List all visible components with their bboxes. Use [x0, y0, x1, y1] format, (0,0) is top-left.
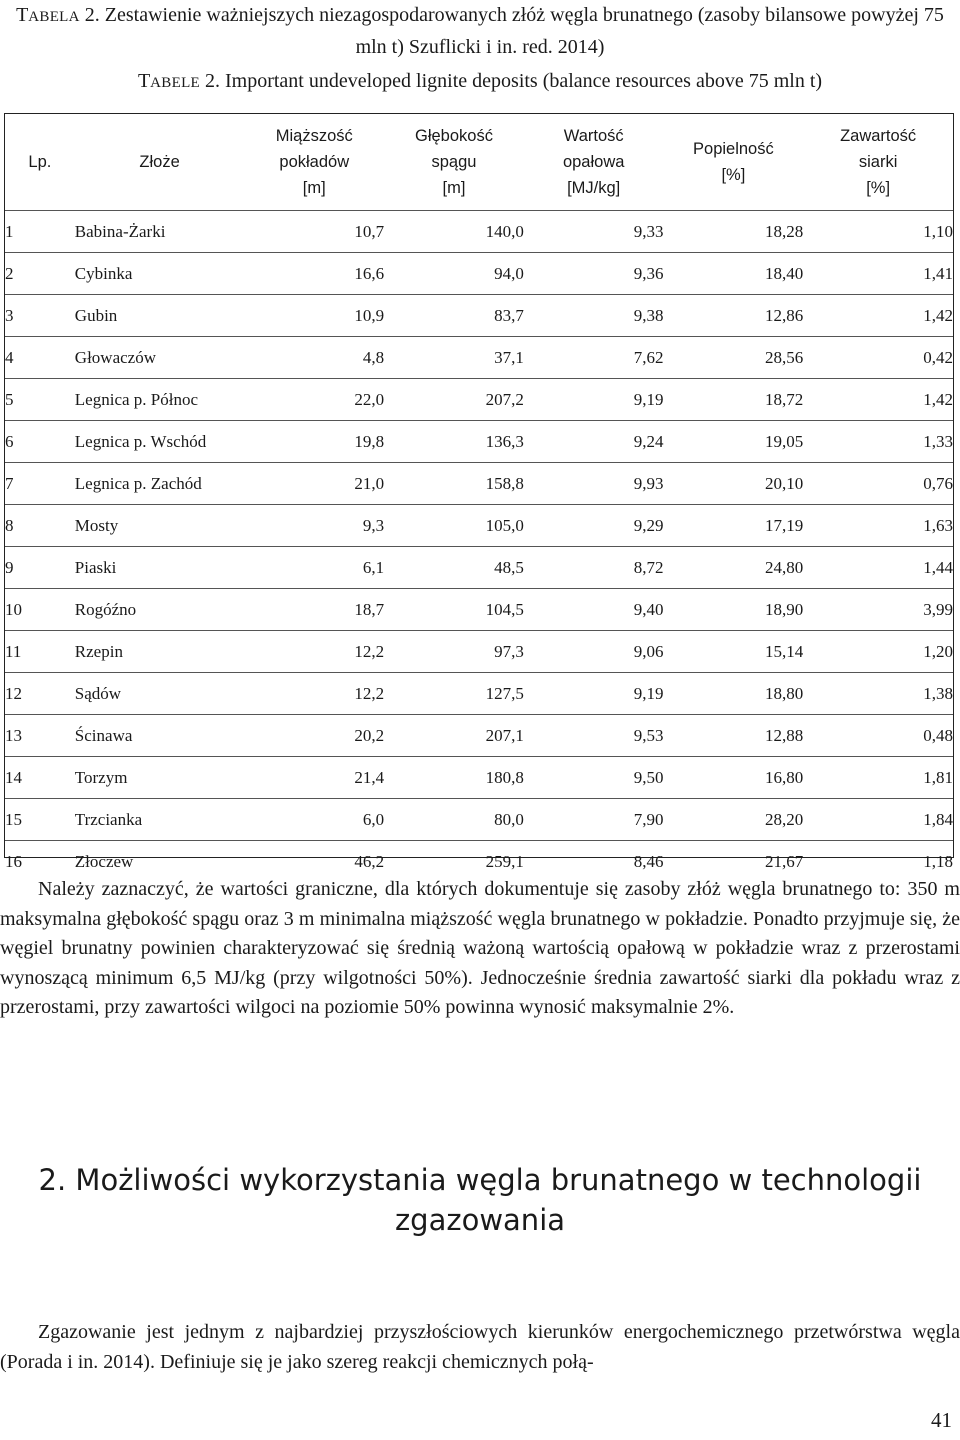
cell-floor-depth: 158,8 — [384, 463, 524, 505]
caption-text: Important undeveloped lignite deposits (balance resources above 75 mln t) — [220, 70, 823, 92]
table-row — [5, 211, 953, 253]
header-line: Popielność — [693, 140, 774, 158]
table-row — [5, 799, 953, 841]
section-heading: 2. Możliwości wykorzystania węgla brunatnego w technologii zgazowania — [38, 1163, 922, 1237]
cell-floor-depth: 97,3 — [384, 631, 524, 673]
header-ash-content — [664, 114, 804, 211]
cell-ash-content: 12,86 — [664, 295, 804, 337]
body-paragraph-limits: Należy zaznaczyć, że wartości graniczne, dla których dokumentuje się zasoby złóż węgla brunatnego to: 350 m maksymalna głębokość spągu oraz 3 m minimalna miąższość węgla brunatnego w pokładzie. Ponadto przyjmuje się, że węgiel brunatny powinien charakteryzować się średnią ważoną wartością opałową w pokładzie wraz z przerostami wynoszącą minimum 6,5 MJ/kg (przy wilgotności 50%). Jednocześnie średnia zawartość siarki dla pokładu wraz z przerostami, przy zawartości wilgoci na poziomie 50% powinna wynosić maksymalnie 2%. — [0, 878, 960, 1018]
cell-sulfur-content: 0,76 — [803, 463, 953, 505]
header-line: [m] — [442, 179, 466, 197]
cell-thickness: 12,2 — [244, 673, 384, 715]
cell-ash-content: 20,10 — [664, 463, 804, 505]
cell-calorific-value: 9,50 — [524, 757, 664, 799]
cell-ash-content: 12,88 — [664, 715, 804, 757]
cell-thickness: 21,0 — [244, 463, 384, 505]
table-row — [5, 547, 953, 589]
cell-lp: 11 — [5, 631, 75, 673]
cell-deposit-name: Legnica p. Wschód — [75, 421, 245, 463]
cell-calorific-value: 9,19 — [524, 673, 664, 715]
header-line: spągu — [431, 153, 477, 171]
table-body — [5, 211, 953, 883]
cell-sulfur-content: 1,44 — [803, 547, 953, 589]
cell-ash-content: 21,67 — [765, 851, 804, 871]
cell-deposit-name: Trzcianka — [75, 799, 245, 841]
cell-lp: 6 — [5, 421, 75, 463]
header-calorific-value — [524, 114, 664, 211]
table-row — [5, 757, 953, 799]
caption-prefix-smallcaps: ABELA — [28, 9, 80, 25]
page-number: 41 — [931, 1408, 952, 1432]
cell-sulfur-content: 1,41 — [803, 253, 953, 295]
cell-lp: 16 — [5, 851, 22, 871]
cell-sulfur-content: 1,63 — [803, 505, 953, 547]
caption-text: Zestawienie ważniejszych niezagospodarowanych złóż węgla brunatnego (zasoby bilansowe powyżej 75 mln t) Szuflicki i in. red. 2014) — [99, 4, 944, 58]
header-thickness — [244, 114, 384, 211]
table-header-row — [5, 114, 953, 211]
cell-ash-content: 19,05 — [664, 421, 804, 463]
cell-deposit-name: Ścinawa — [75, 715, 245, 757]
cell-lp: 15 — [5, 799, 75, 841]
caption-prefix-smallcaps: ABELE — [150, 75, 200, 91]
cell-lp: 10 — [5, 589, 75, 631]
header-line: [%] — [866, 179, 891, 197]
cell-sulfur-content: 1,84 — [803, 799, 953, 841]
cell-thickness: 6,1 — [244, 547, 384, 589]
cell-sulfur-content: 1,18 — [923, 851, 953, 871]
cell-ash-content: 18,80 — [664, 673, 804, 715]
cell-lp: 2 — [5, 253, 75, 295]
table-row — [5, 673, 953, 715]
header-line: Wartość — [563, 127, 624, 145]
caption-number: 2. — [200, 70, 220, 92]
caption-prefix-initial: T — [16, 4, 29, 26]
cell-ash-content: 18,72 — [664, 379, 804, 421]
cell-floor-depth: 83,7 — [384, 295, 524, 337]
cell-ash-content: 28,56 — [664, 337, 804, 379]
table-row — [5, 337, 953, 379]
caption-number: 2. — [79, 4, 100, 26]
cell-deposit-name: Torzym — [75, 757, 245, 799]
table-row — [5, 505, 953, 547]
cell-calorific-value: 9,06 — [524, 631, 664, 673]
cell-calorific-value: 7,62 — [524, 337, 664, 379]
table-row — [5, 631, 953, 673]
cell-ash-content: 24,80 — [664, 547, 804, 589]
header-line: [MJ/kg] — [567, 179, 621, 197]
table-row — [5, 715, 953, 757]
body-paragraph-gasification: Zgazowanie jest jednym z najbardziej przyszłościowych kierunków energochemicznego przetwórstwa węgla (Porada i in. 2014). Definiuje się je jako szereg reakcji chemicznych połą- — [0, 1321, 960, 1373]
header-line: [%] — [721, 166, 746, 184]
cell-deposit-name: Piaski — [75, 547, 245, 589]
cell-thickness: 9,3 — [244, 505, 384, 547]
cell-sulfur-content: 1,42 — [803, 379, 953, 421]
cell-sulfur-content: 1,81 — [803, 757, 953, 799]
cell-floor-depth: 104,5 — [384, 589, 524, 631]
cell-floor-depth: 259,1 — [485, 851, 524, 871]
header-sulfur-content — [803, 114, 953, 211]
cell-calorific-value: 7,90 — [524, 799, 664, 841]
cell-sulfur-content: 1,20 — [803, 631, 953, 673]
cell-ash-content: 16,80 — [664, 757, 804, 799]
cell-thickness: 10,7 — [244, 211, 384, 253]
cell-calorific-value: 9,33 — [524, 211, 664, 253]
table-row — [5, 379, 953, 421]
header-line: Zawartość — [840, 127, 917, 145]
cell-sulfur-content: 1,33 — [803, 421, 953, 463]
cell-deposit-name: Rzepin — [75, 631, 245, 673]
table-row — [5, 295, 953, 337]
cell-thickness: 21,4 — [244, 757, 384, 799]
cell-deposit-name: Mosty — [75, 505, 245, 547]
cell-deposit-name: Gubin — [75, 295, 245, 337]
cell-ash-content: 28,20 — [664, 799, 804, 841]
cell-lp: 13 — [5, 715, 75, 757]
cell-deposit-name: Głowaczów — [75, 337, 245, 379]
cell-calorific-value: 9,29 — [524, 505, 664, 547]
cell-lp: 14 — [5, 757, 75, 799]
cell-lp: 4 — [5, 337, 75, 379]
deposits-table-frame — [4, 113, 954, 871]
cell-lp: 5 — [5, 379, 75, 421]
cell-ash-content: 18,90 — [664, 589, 804, 631]
header-name: Złoże — [75, 114, 245, 211]
cell-thickness: 16,6 — [244, 253, 384, 295]
cell-calorific-value: 8,46 — [633, 851, 664, 871]
cell-deposit-name: Sądów — [75, 673, 245, 715]
header-line: siarki — [858, 153, 898, 171]
cell-lp: 9 — [5, 547, 75, 589]
cell-calorific-value: 9,19 — [524, 379, 664, 421]
cell-ash-content: 18,40 — [664, 253, 804, 295]
cell-calorific-value: 8,72 — [524, 547, 664, 589]
cell-floor-depth: 94,0 — [384, 253, 524, 295]
caption-prefix-initial: T — [137, 70, 151, 92]
header-lp: Lp. — [5, 114, 75, 211]
cell-floor-depth: 180,8 — [384, 757, 524, 799]
header-line: Miąższość — [275, 127, 353, 145]
cell-lp: 7 — [5, 463, 75, 505]
cell-thickness: 18,7 — [244, 589, 384, 631]
cell-deposit-name: Rogóźno — [75, 589, 245, 631]
cell-lp: 3 — [5, 295, 75, 337]
cell-calorific-value: 9,24 — [524, 421, 664, 463]
cell-sulfur-content: 1,42 — [803, 295, 953, 337]
table-row — [5, 589, 953, 631]
cell-floor-depth: 37,1 — [384, 337, 524, 379]
header-floor-depth — [384, 114, 524, 211]
cell-floor-depth: 207,2 — [384, 379, 524, 421]
cell-calorific-value: 9,36 — [524, 253, 664, 295]
cell-lp: 8 — [5, 505, 75, 547]
cell-ash-content: 15,14 — [664, 631, 804, 673]
cell-thickness: 20,2 — [244, 715, 384, 757]
cell-deposit-name: Cybinka — [75, 253, 245, 295]
cell-floor-depth: 207,1 — [384, 715, 524, 757]
header-line: Głębokość — [415, 127, 493, 145]
cell-lp: 12 — [5, 673, 75, 715]
table-row — [5, 463, 953, 505]
cell-sulfur-content: 0,42 — [803, 337, 953, 379]
cell-calorific-value: 9,93 — [524, 463, 664, 505]
cell-floor-depth: 140,0 — [384, 211, 524, 253]
cell-thickness: 6,0 — [244, 799, 384, 841]
cell-thickness: 19,8 — [244, 421, 384, 463]
header-line: pokładów — [279, 153, 350, 171]
table-caption-english — [0, 66, 960, 98]
cell-sulfur-content: 0,48 — [803, 715, 953, 757]
cell-calorific-value: 9,53 — [524, 715, 664, 757]
cell-floor-depth: 48,5 — [384, 547, 524, 589]
cell-ash-content: 17,19 — [664, 505, 804, 547]
cell-ash-content: 18,28 — [664, 211, 804, 253]
cell-thickness: 22,0 — [244, 379, 384, 421]
cell-floor-depth: 105,0 — [384, 505, 524, 547]
cell-thickness: 10,9 — [244, 295, 384, 337]
cell-sulfur-content: 1,10 — [803, 211, 953, 253]
table-caption-polish — [0, 0, 960, 62]
cell-floor-depth: 80,0 — [384, 799, 524, 841]
cell-lp: 1 — [5, 211, 75, 253]
header-line: [m] — [302, 179, 326, 197]
cell-thickness: 12,2 — [244, 631, 384, 673]
cell-deposit-name: Legnica p. Północ — [75, 379, 245, 421]
cell-floor-depth: 136,3 — [384, 421, 524, 463]
cell-calorific-value: 9,40 — [524, 589, 664, 631]
cell-sulfur-content: 1,38 — [803, 673, 953, 715]
cell-floor-depth: 127,5 — [384, 673, 524, 715]
deposits-table — [5, 114, 953, 882]
table-row — [5, 253, 953, 295]
cell-deposit-name: Babina-Żarki — [75, 211, 245, 253]
cell-calorific-value: 9,38 — [524, 295, 664, 337]
cell-sulfur-content: 3,99 — [803, 589, 953, 631]
table-row — [5, 421, 953, 463]
cell-deposit-name: Złoczew — [74, 851, 134, 871]
cell-deposit-name: Legnica p. Zachód — [75, 463, 245, 505]
header-line: opałowa — [562, 153, 625, 171]
cell-thickness: 46,2 — [354, 851, 385, 871]
cell-thickness: 4,8 — [244, 337, 384, 379]
